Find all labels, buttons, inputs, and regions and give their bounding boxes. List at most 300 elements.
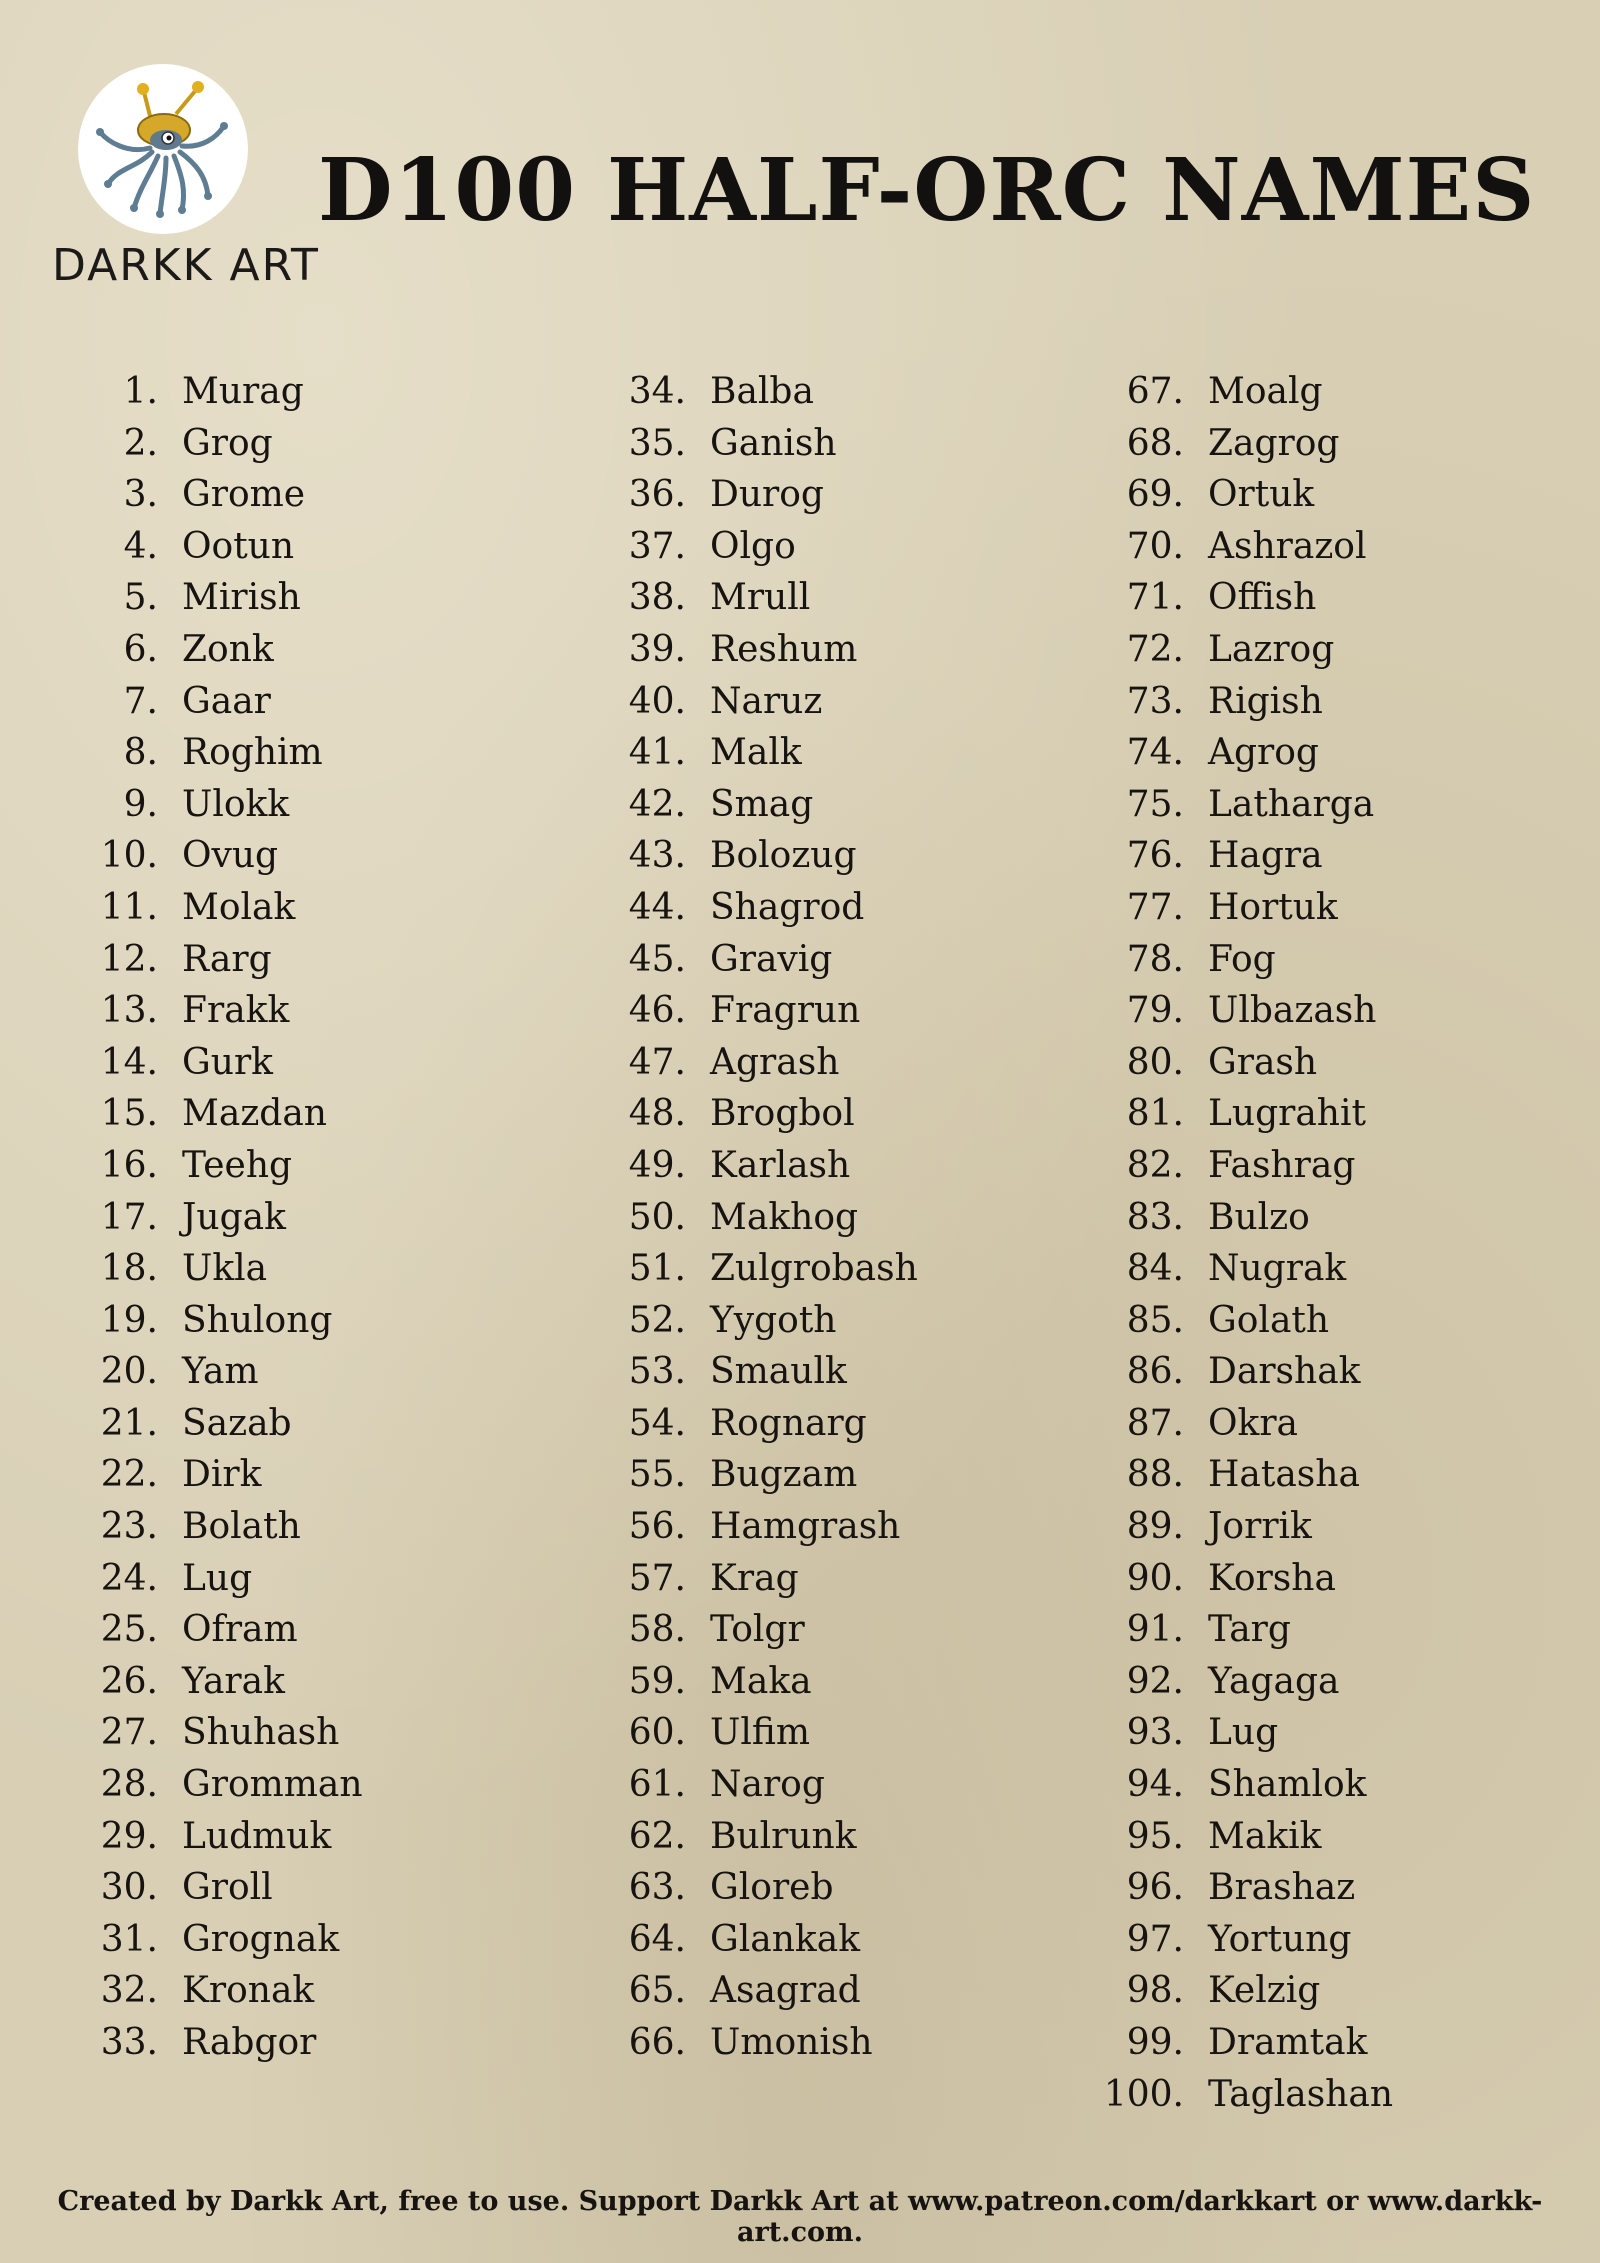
roll-number: 26. [100,1660,158,1702]
roll-number: 3. [123,474,158,516]
roll-number: 69. [1126,474,1184,516]
list-item [1126,1398,1393,1450]
half-orc-name: Tolgr [710,1609,805,1651]
list-item [123,572,363,624]
half-orc-name: Ludmuk [182,1815,332,1857]
list-item [628,1501,918,1553]
half-orc-name: Gravig [710,938,833,980]
list-item [628,1914,918,1966]
roll-number: 24. [100,1557,158,1599]
half-orc-name: Olgo [710,525,796,567]
roll-number: 76. [1126,835,1184,877]
list-item [1126,469,1393,521]
list-item [628,1759,918,1811]
roll-number: 36. [628,474,686,516]
half-orc-name: Gloreb [710,1867,834,1909]
half-orc-name: Ootun [182,525,295,567]
list-item [1126,624,1393,676]
list-item [1126,1759,1393,1811]
list-item [628,1140,918,1192]
roll-number: 41. [628,732,686,774]
list-item [628,1707,918,1759]
roll-number: 64. [628,1918,686,1960]
half-orc-name: Rognarg [710,1402,867,1444]
roll-number: 19. [100,1299,158,1341]
list-item [100,1965,363,2017]
roll-number: 81. [1126,1093,1184,1135]
roll-number: 15. [100,1093,158,1135]
roll-number: 23. [100,1506,158,1548]
roll-number: 40. [628,680,686,722]
half-orc-name: Nugrak [1208,1248,1347,1290]
list-item [100,2017,363,2069]
names-column-1 [100,366,363,2069]
roll-number: 5. [123,577,158,619]
half-orc-name: Ortuk [1208,474,1315,516]
half-orc-name: Roghim [182,732,323,774]
roll-number: 53. [628,1351,686,1393]
half-orc-name: Teehg [182,1144,293,1186]
roll-number: 49. [628,1144,686,1186]
list-item [100,1243,363,1295]
roll-number: 50. [628,1196,686,1238]
roll-number: 80. [1126,1041,1184,1083]
half-orc-name: Brashaz [1208,1867,1356,1909]
list-item [100,882,363,934]
list-item [1126,676,1393,728]
roll-number: 22. [100,1454,158,1496]
list-item [628,1037,918,1089]
list-item [1126,1707,1393,1759]
list-item [100,830,363,882]
names-column-3 [1103,366,1394,2120]
list-item [100,1037,363,1089]
list-item [628,366,918,418]
list-item [100,985,363,1037]
roll-number: 61. [628,1764,686,1806]
half-orc-name: Yarak [182,1660,285,1702]
list-item [123,469,363,521]
list-item [1126,779,1393,831]
roll-number: 32. [100,1970,158,2012]
half-orc-name: Reshum [710,628,858,670]
list-item [123,727,363,779]
list-item [100,1707,363,1759]
list-item [100,1862,363,1914]
half-orc-name: Lug [1208,1712,1279,1754]
roll-number: 96. [1126,1867,1184,1909]
roll-number: 51. [628,1248,686,1290]
list-item [1126,1037,1393,1089]
roll-number: 20. [100,1351,158,1393]
half-orc-name: Karlash [710,1144,851,1186]
half-orc-name: Bulzo [1208,1196,1310,1238]
list-item [628,934,918,986]
roll-number: 56. [628,1506,686,1548]
roll-number: 14. [100,1041,158,1083]
roll-number: 9. [123,783,158,825]
roll-number: 74. [1126,732,1184,774]
half-orc-name: Zagrog [1208,422,1340,464]
list-item [628,1243,918,1295]
half-orc-name: Fashrag [1208,1144,1356,1186]
half-orc-name: Lug [182,1557,253,1599]
half-orc-name: Rigish [1208,680,1323,722]
half-orc-name: Ulbazash [1208,990,1377,1032]
roll-number: 11. [100,886,158,928]
list-item [100,934,363,986]
roll-number: 88. [1126,1454,1184,1496]
half-orc-name: Gurk [182,1041,273,1083]
roll-number: 85. [1126,1299,1184,1341]
roll-number: 13. [100,990,158,1032]
roll-number: 48. [628,1093,686,1135]
half-orc-name: Glankak [710,1918,861,1960]
half-orc-name: Yortung [1208,1918,1352,1960]
list-item [1126,2017,1393,2069]
roll-number: 7. [123,680,158,722]
roll-number: 38. [628,577,686,619]
list-item [123,624,363,676]
roll-number: 99. [1126,2022,1184,2063]
roll-number: 73. [1126,680,1184,722]
roll-number: 8. [123,732,158,774]
list-item [628,1398,918,1450]
half-orc-name: Ashrazol [1208,525,1367,567]
half-orc-name: Frakk [182,990,290,1032]
half-orc-name: Mirish [182,577,301,619]
list-item [1126,1088,1393,1140]
roll-number: 34. [628,371,686,412]
half-orc-name: Bugzam [710,1454,858,1496]
half-orc-name: Yagaga [1208,1660,1340,1702]
half-orc-name: Naruz [710,680,823,722]
roll-number: 57. [628,1557,686,1599]
list-item [628,727,918,779]
half-orc-name: Shagrod [710,886,865,928]
roll-number: 97. [1126,1918,1184,1960]
list-item [1126,934,1393,986]
roll-number: 2. [123,422,158,464]
tentacled-creature-logo-icon [78,64,248,234]
half-orc-name: Asagrad [710,1970,861,2012]
list-item [1126,1811,1393,1863]
list-item [628,2017,918,2069]
list-item [1126,1243,1393,1295]
list-item [1126,1346,1393,1398]
roll-number: 43. [628,835,686,877]
list-item [100,1346,363,1398]
roll-number: 39. [628,628,686,670]
half-orc-name: Offish [1208,577,1317,619]
roll-number: 86. [1126,1351,1184,1393]
roll-number: 90. [1126,1557,1184,1599]
list-item [100,1759,363,1811]
half-orc-name: Kelzig [1208,1970,1321,2012]
half-orc-name: Malk [710,732,802,774]
roll-number: 66. [628,2022,686,2063]
roll-number: 89. [1126,1506,1184,1548]
roll-number: 79. [1126,990,1184,1032]
roll-number: 94. [1126,1764,1184,1806]
half-orc-name: Ukla [182,1248,268,1290]
half-orc-name: Umonish [710,2022,873,2063]
list-item [1126,1862,1393,1914]
list-item [628,572,918,624]
half-orc-name: Hortuk [1208,886,1338,928]
list-item [1126,1295,1393,1347]
list-item [628,676,918,728]
half-orc-name: Hamgrash [710,1506,901,1548]
half-orc-name: Balba [710,371,814,412]
half-orc-name: Murag [182,371,304,412]
list-item [1126,882,1393,934]
list-item [1126,366,1393,418]
half-orc-name: Narog [710,1764,825,1806]
list-item [628,1192,918,1244]
list-item [100,1656,363,1708]
half-orc-name: Ovug [182,835,279,877]
list-item [1103,2069,1394,2121]
half-orc-name: Lazrog [1208,628,1335,670]
half-orc-name: Fragrun [710,990,861,1032]
half-orc-name: Mrull [710,577,811,619]
roll-number: 31. [100,1918,158,1960]
half-orc-name: Hatasha [1208,1454,1360,1496]
roll-number: 91. [1126,1609,1184,1651]
roll-number: 63. [628,1867,686,1909]
roll-number: 21. [100,1402,158,1444]
list-item [628,830,918,882]
list-item [100,1553,363,1605]
half-orc-name: Yygoth [710,1299,837,1341]
list-item [100,1140,363,1192]
roll-number: 70. [1126,525,1184,567]
half-orc-name: Korsha [1208,1557,1336,1599]
roll-number: 42. [628,783,686,825]
logo-badge [78,64,248,234]
list-item [100,1449,363,1501]
list-item [123,366,363,418]
roll-number: 46. [628,990,686,1032]
half-orc-name: Smaulk [710,1351,847,1393]
list-item [1126,521,1393,573]
roll-number: 29. [100,1815,158,1857]
half-orc-name: Grome [182,474,306,516]
roll-number: 10. [100,835,158,877]
half-orc-name: Kronak [182,1970,315,2012]
list-item [1126,985,1393,1037]
list-item [100,1192,363,1244]
list-item [628,1604,918,1656]
half-orc-name: Brogbol [710,1093,855,1135]
list-item [628,521,918,573]
roll-number: 12. [100,938,158,980]
list-item [1126,1140,1393,1192]
roll-number: 28. [100,1764,158,1806]
roll-number: 68. [1126,422,1184,464]
list-item [628,1295,918,1347]
roll-number: 30. [100,1867,158,1909]
roll-number: 93. [1126,1712,1184,1754]
half-orc-name: Molak [182,886,296,928]
roll-number: 65. [628,1970,686,2012]
half-orc-name: Durog [710,474,824,516]
roll-number: 71. [1126,577,1184,619]
half-orc-name: Gaar [182,680,271,722]
roll-number: 77. [1126,886,1184,928]
half-orc-name: Krag [710,1557,799,1599]
half-orc-name: Lugrahit [1208,1093,1366,1135]
roll-number: 58. [628,1609,686,1651]
half-orc-name: Shamlok [1208,1764,1367,1806]
list-item [123,418,363,470]
roll-number: 75. [1126,783,1184,825]
list-item [123,676,363,728]
roll-number: 82. [1126,1144,1184,1186]
list-item [1126,1553,1393,1605]
half-orc-name: Mazdan [182,1093,327,1135]
roll-number: 83. [1126,1196,1184,1238]
list-item [628,1088,918,1140]
half-orc-name: Makhog [710,1196,859,1238]
footer-credit: Created by Darkk Art, free to use. Support Darkk Art at www.patreon.com/darkkart or www.darkk-art.com. [57,2186,1543,2248]
half-orc-name: Groll [182,1867,273,1909]
list-item [1126,1914,1393,1966]
half-orc-name: Rarg [182,938,272,980]
half-orc-name: Taglashan [1208,2073,1394,2115]
roll-number: 17. [100,1196,158,1238]
roll-number: 60. [628,1712,686,1754]
roll-number: 62. [628,1815,686,1857]
list-item [628,882,918,934]
roll-number: 35. [628,422,686,464]
list-item [628,1449,918,1501]
roll-number: 67. [1126,371,1184,412]
list-item [628,418,918,470]
list-item [1126,1965,1393,2017]
roll-number: 6. [123,628,158,670]
half-orc-name: Dramtak [1208,2022,1368,2063]
list-item [100,1604,363,1656]
roll-number: 59. [628,1660,686,1702]
half-orc-name: Grash [1208,1041,1318,1083]
brand-name: DARKK ART [52,240,320,291]
list-item [628,1346,918,1398]
list-item [100,1295,363,1347]
roll-number: 33. [100,2022,158,2063]
half-orc-name: Ofram [182,1609,298,1651]
roll-number: 16. [100,1144,158,1186]
list-item [100,1811,363,1863]
half-orc-name: Makik [1208,1815,1322,1857]
half-orc-name: Bolath [182,1506,301,1548]
half-orc-name: Targ [1208,1609,1291,1651]
half-orc-name: Rabgor [182,2022,317,2063]
list-item [1126,1501,1393,1553]
half-orc-name: Ulfim [710,1712,811,1754]
half-orc-name: Dirk [182,1454,262,1496]
roll-number: 84. [1126,1248,1184,1290]
list-item [628,1553,918,1605]
list-item [628,469,918,521]
roll-number: 18. [100,1248,158,1290]
roll-number: 25. [100,1609,158,1651]
half-orc-name: Zonk [182,628,274,670]
list-item [1126,572,1393,624]
half-orc-name: Ganish [710,422,837,464]
list-item [100,1501,363,1553]
list-item [123,521,363,573]
roll-number: 72. [1126,628,1184,670]
half-orc-name: Gromman [182,1764,363,1806]
list-item [1126,1604,1393,1656]
roll-number: 47. [628,1041,686,1083]
roll-number: 45. [628,938,686,980]
roll-number: 4. [123,525,158,567]
half-orc-name: Jorrik [1208,1506,1312,1548]
half-orc-name: Bolozug [710,835,857,877]
half-orc-name: Shuhash [182,1712,340,1754]
half-orc-name: Jugak [182,1196,286,1238]
half-orc-name: Zulgrobash [710,1248,918,1290]
roll-number: 95. [1126,1815,1184,1857]
half-orc-name: Agrog [1208,732,1319,774]
list-item [123,779,363,831]
half-orc-name: Yam [182,1351,259,1393]
half-orc-name: Fog [1208,938,1276,980]
list-item [1126,1192,1393,1244]
list-item [628,1862,918,1914]
half-orc-name: Ulokk [182,783,290,825]
roll-number: 78. [1126,938,1184,980]
half-orc-name: Grog [182,422,273,464]
roll-number: 87. [1126,1402,1184,1444]
list-item [1126,830,1393,882]
list-item [100,1088,363,1140]
half-orc-name: Darshak [1208,1351,1361,1393]
roll-number: 27. [100,1712,158,1754]
list-item [628,624,918,676]
roll-number: 44. [628,886,686,928]
roll-number: 52. [628,1299,686,1341]
list-item [1126,1656,1393,1708]
half-orc-name: Bulrunk [710,1815,857,1857]
page-title: D100 HALF-ORC NAMES [318,140,1536,241]
list-item [1126,418,1393,470]
half-orc-name: Shulong [182,1299,333,1341]
roll-number: 37. [628,525,686,567]
list-item [100,1914,363,1966]
half-orc-name: Hagra [1208,835,1323,877]
half-orc-name: Moalg [1208,371,1323,412]
roll-number: 98. [1126,1970,1184,2012]
half-orc-name: Grognak [182,1918,340,1960]
list-item [628,1965,918,2017]
half-orc-name: Smag [710,783,814,825]
half-orc-name: Agrash [710,1041,840,1083]
list-item [100,1398,363,1450]
half-orc-name: Latharga [1208,783,1375,825]
half-orc-name: Okra [1208,1402,1298,1444]
list-item [1126,727,1393,779]
list-item [628,779,918,831]
roll-number: 1. [123,371,158,412]
list-item [1126,1449,1393,1501]
list-item [628,985,918,1037]
roll-number: 100. [1103,2073,1184,2115]
roll-number: 54. [628,1402,686,1444]
